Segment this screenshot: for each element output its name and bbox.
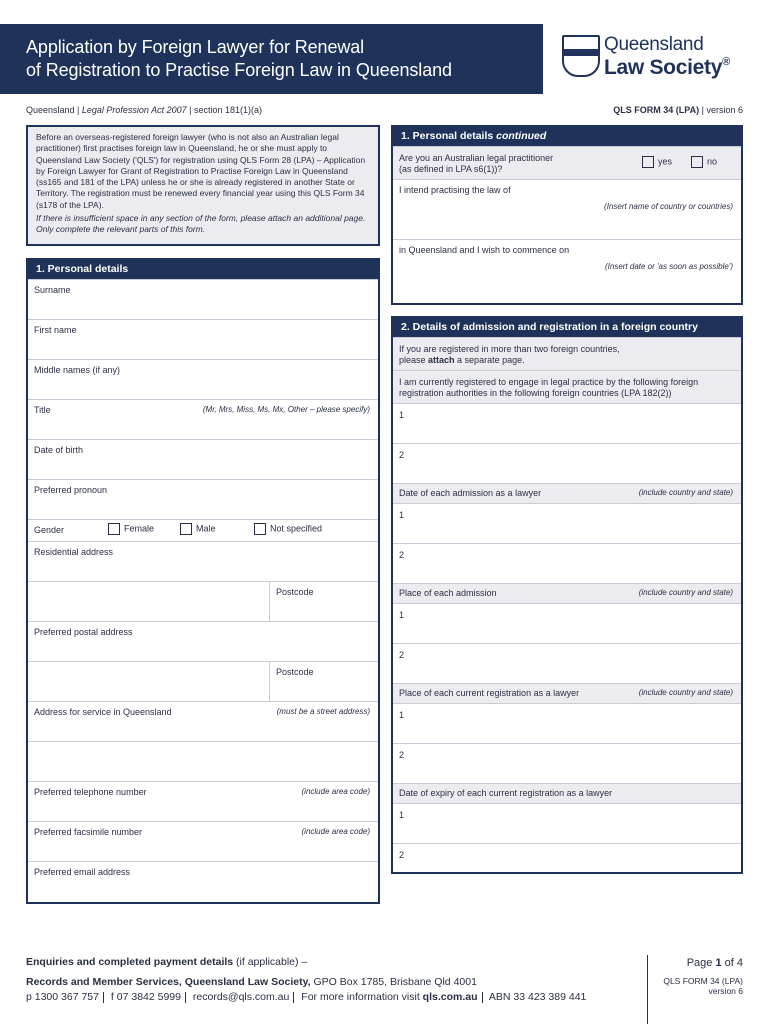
surname-field[interactable]: Surname — [28, 279, 378, 319]
logo-line2: Law Society® — [604, 56, 730, 79]
middle-names-field[interactable]: Middle names (if any) — [28, 359, 378, 399]
footer-contacts: p 1300 367 757 f 07 3842 5999 records@qls.com.au For more information visit qls.com.au ABN 33 423 389 441 — [26, 991, 587, 1003]
footer-form-version: QLS FORM 34 (LPA) version 6 — [663, 976, 743, 996]
intro-text: Before an overseas-registered foreign lawyer (who is not also an Australian legal practitioner) first practises foreign law in Queensland, he or she must apply to Queensland Law Society ('QLS') for registration using QLS Form 28 (LPA) – Application by Foreign Lawyer for Grant of Registration to Practise Foreign Law in Queensland (ss165 and 181 of the LPA) unless he or she is already registered in another State or Territory. The registration must be renewed every financial year using this QLS Form 34 (s178 of the LPA). — [36, 132, 366, 210]
page-number: Page 1 of 4 — [686, 957, 743, 969]
footer-phone: p 1300 367 757 — [26, 991, 99, 1003]
footer-divider — [647, 955, 648, 1024]
date-admission-header: Date of each admission as a lawyer (include country and state) — [393, 483, 741, 503]
female-checkbox[interactable] — [108, 523, 120, 535]
date-admission-entry-2[interactable]: 2 — [393, 543, 741, 583]
section-personal-details-continued — [391, 125, 743, 305]
title-field[interactable]: Title (Mr, Mrs, Miss, Ms, Mx, Other – please specify) — [28, 399, 378, 439]
form-title-line2: of Registration to Practise Foreign Law in Queensland — [26, 60, 452, 80]
place-registration-header: Place of each current registration as a lawyer (include country and state) — [393, 683, 741, 703]
legislation-reference: Queensland | Legal Profession Act 2007 | section 181(1)(a) — [26, 105, 263, 115]
intro-note: If there is insufficient space in any section of the form, please attach an additional page. Only complete the relevant parts of this form. — [36, 213, 366, 235]
form-version-reference: QLS FORM 34 (LPA) | version 6 — [613, 105, 743, 115]
footer-email-link[interactable]: records@qls.com.au — [192, 991, 290, 1003]
form-title-line1: Application by Foreign Lawyer for Renewal — [26, 37, 365, 57]
registration-entry-2[interactable]: 2 — [393, 443, 741, 483]
footer-address: Records and Member Services, Queensland Law Society, GPO Box 1785, Brisbane Qld 4001 — [26, 976, 477, 988]
not-specified-checkbox[interactable] — [254, 523, 266, 535]
postal-address-field[interactable]: Preferred postal address — [28, 621, 378, 661]
residential-postcode-row[interactable]: Postcode — [28, 581, 378, 621]
yes-checkbox[interactable] — [642, 156, 654, 168]
telephone-field[interactable]: Preferred telephone number (include area code) — [28, 781, 378, 821]
pronoun-field[interactable]: Preferred pronoun — [28, 479, 378, 519]
place-admission-entry-2[interactable]: 2 — [393, 643, 741, 683]
date-of-birth-field[interactable]: Date of birth — [28, 439, 378, 479]
place-registration-entry-2[interactable]: 2 — [393, 743, 741, 783]
male-checkbox[interactable] — [180, 523, 192, 535]
footer-fax: f 07 3842 5999 — [110, 991, 181, 1003]
commence-date-field[interactable]: in Queensland and I wish to commence on (Insert date or 'as soon as possible') — [393, 239, 741, 303]
qls-logo — [560, 32, 750, 82]
place-admission-entry-1[interactable]: 1 — [393, 603, 741, 643]
expiry-entry-1[interactable]: 1 — [393, 803, 741, 843]
registration-entry-1[interactable]: 1 — [393, 403, 741, 443]
logo-line1: Queensland — [604, 34, 704, 55]
postal-postcode-row[interactable]: Postcode — [28, 661, 378, 701]
section-1-title: 1. Personal details — [28, 260, 378, 279]
place-registration-entry-1[interactable]: 1 — [393, 703, 741, 743]
crest-icon — [562, 35, 600, 77]
section-2-title: 2. Details of admission and registration in a foreign country — [393, 318, 741, 337]
expiry-entry-2[interactable]: 2 — [393, 843, 741, 873]
date-admission-entry-1[interactable]: 1 — [393, 503, 741, 543]
first-name-field[interactable]: First name — [28, 319, 378, 359]
service-address-line2[interactable] — [28, 741, 378, 781]
service-address-field[interactable]: Address for service in Queensland (must be a street address) — [28, 701, 378, 741]
practise-law-field[interactable]: I intend practising the law of (Insert name of country or countries) — [393, 179, 741, 239]
fax-field[interactable]: Preferred facsimile number (include area code) — [28, 821, 378, 861]
expiry-header: Date of expiry of each current registration as a lawyer — [393, 783, 741, 803]
section-admission-registration — [391, 316, 743, 874]
section-personal-details — [26, 258, 380, 904]
footer-website-link[interactable]: qls.com.au — [422, 991, 478, 1003]
practitioner-question-row: Are you an Australian legal practitioner (as defined in LPA s6(1))? yes no — [393, 146, 741, 179]
footer-enquiries: Enquiries and completed payment details (if applicable) – — [26, 956, 308, 968]
intro-panel — [26, 125, 380, 246]
footer-abn: ABN 33 423 389 441 — [488, 991, 587, 1003]
registered-statement: I am currently registered to engage in legal practice by the following foreign registration authorities in the following foreign countries (LPA 182(2)) — [393, 370, 741, 403]
attach-note: If you are registered in more than two foreign countries, please attach a separate page. — [393, 337, 741, 370]
header-banner — [0, 24, 543, 94]
gender-row: Gender Female Male Not specified — [28, 519, 378, 541]
place-admission-header: Place of each admission (include country and state) — [393, 583, 741, 603]
residential-address-field[interactable]: Residential address — [28, 541, 378, 581]
section-1-continued-title: 1. Personal details continued — [393, 127, 741, 146]
email-field[interactable]: Preferred email address — [28, 861, 378, 901]
no-checkbox[interactable] — [691, 156, 703, 168]
